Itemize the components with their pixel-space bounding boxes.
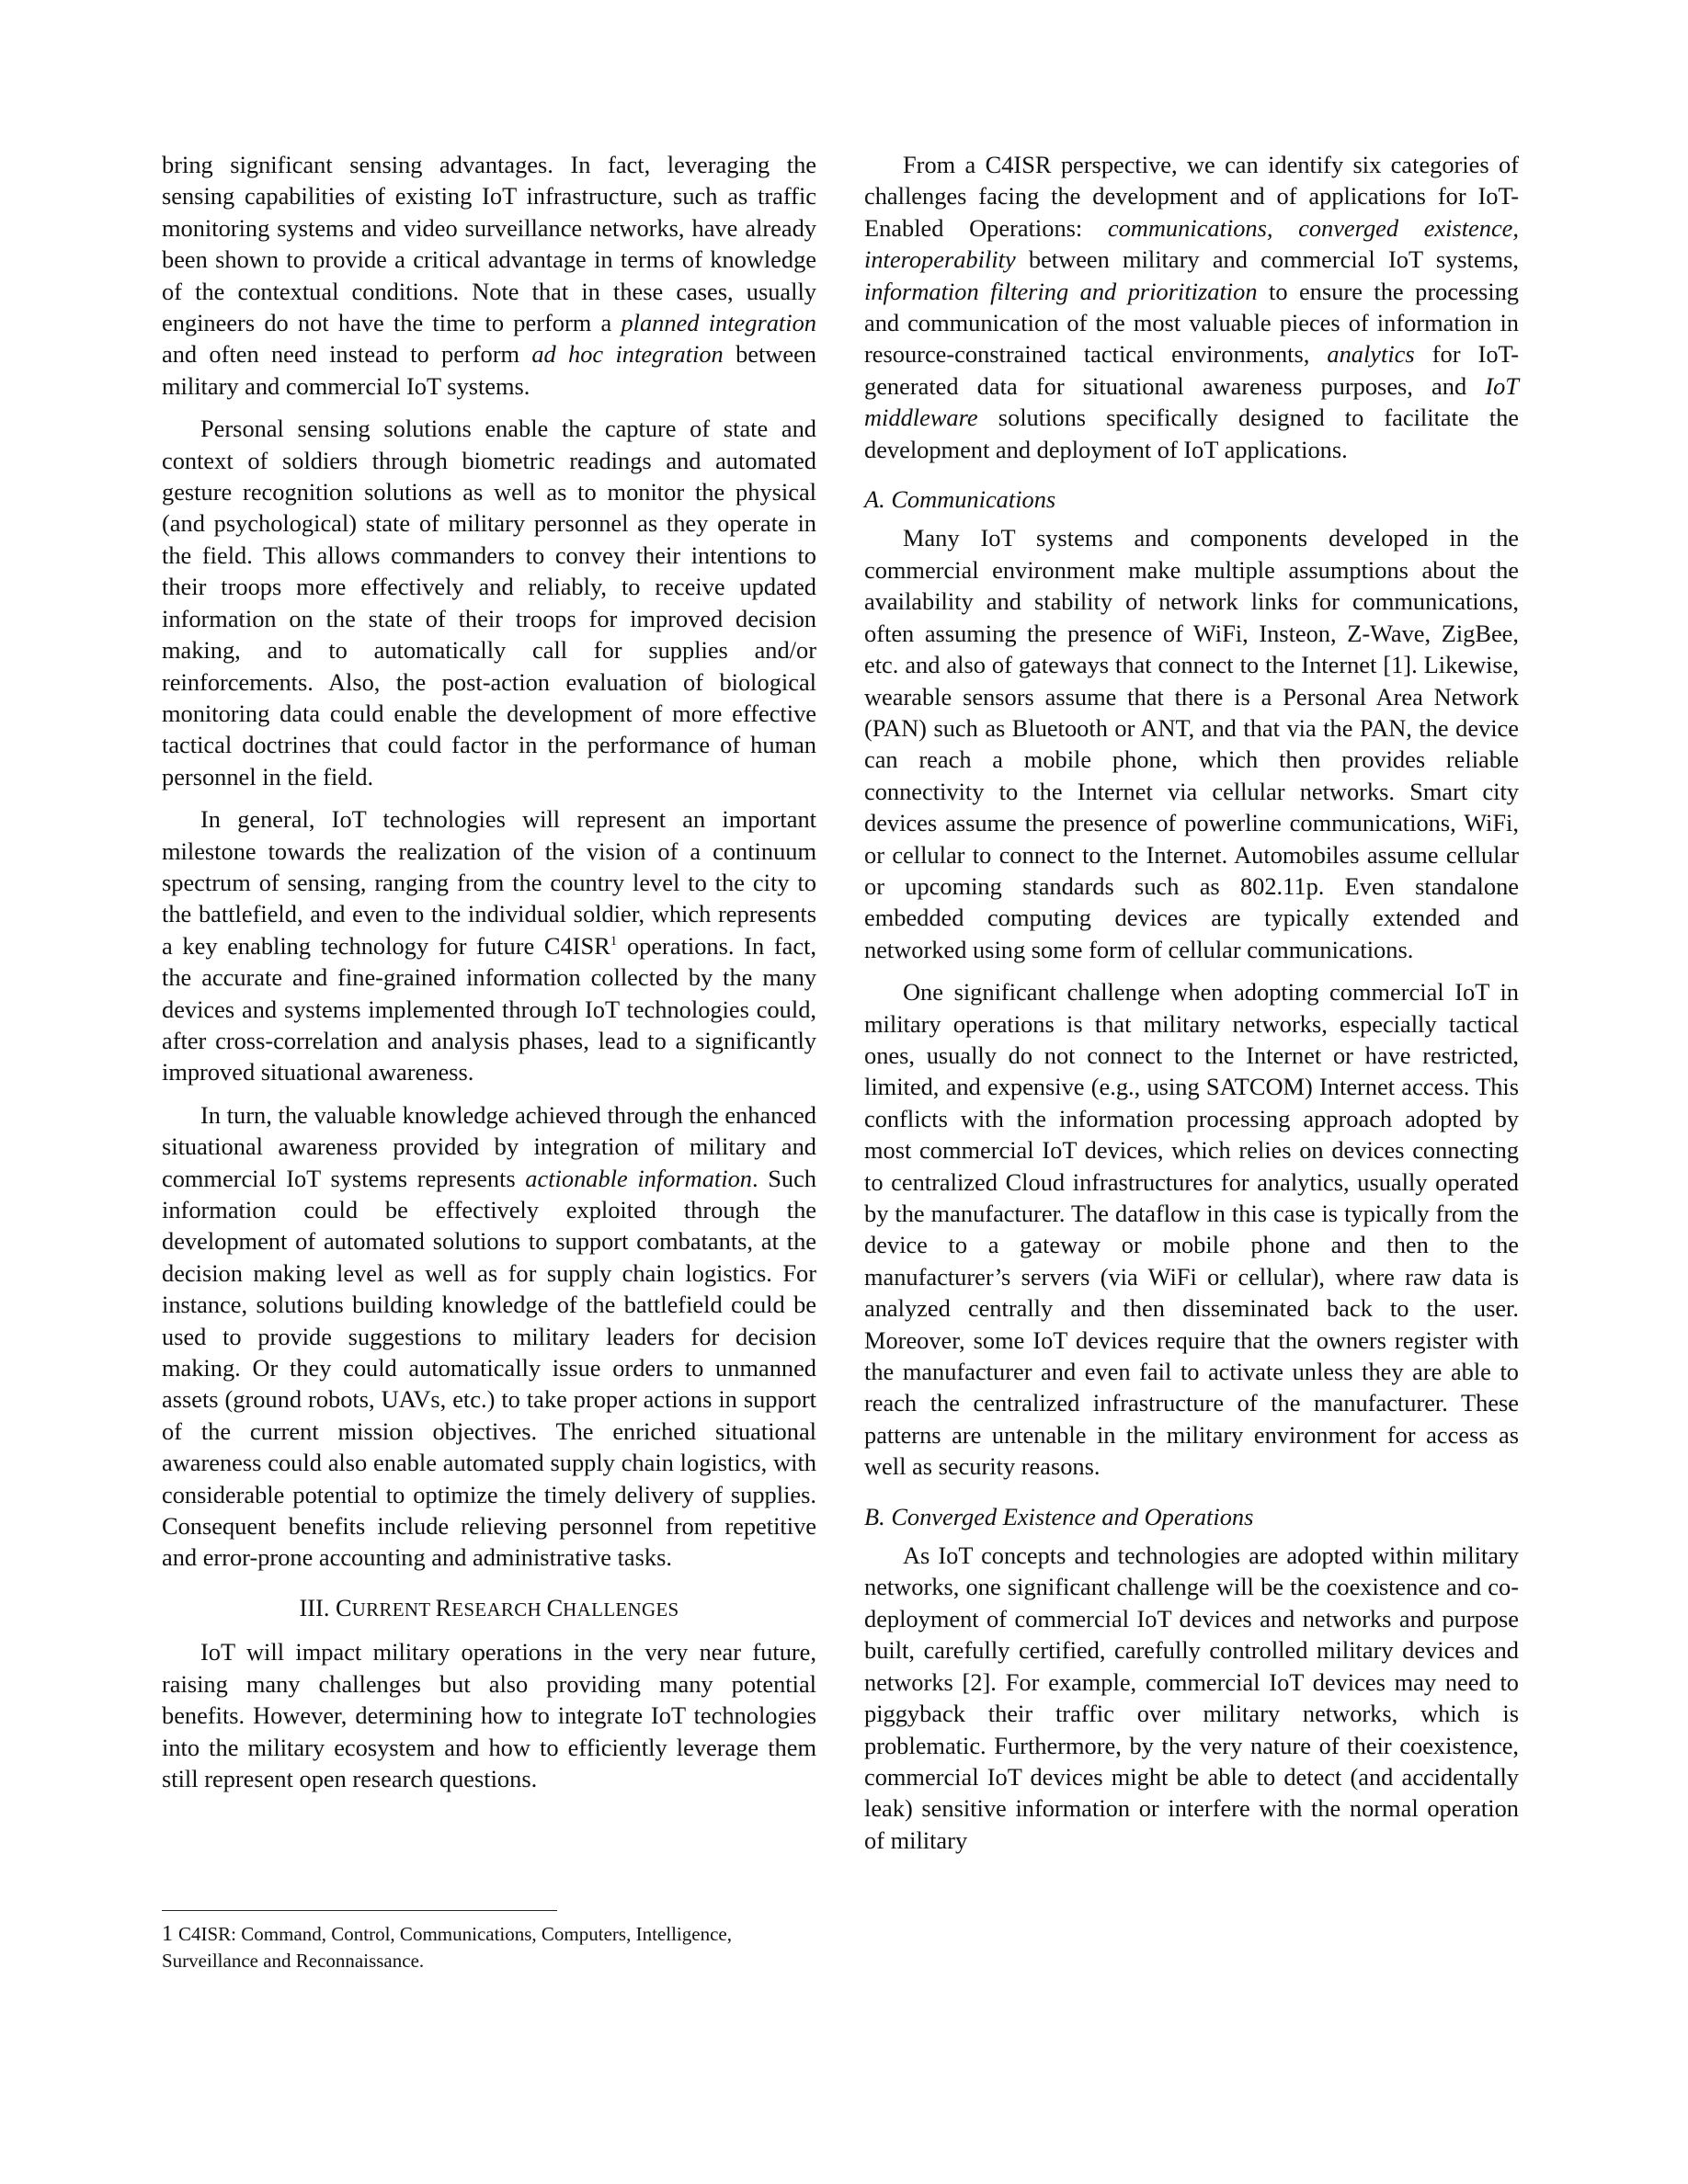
section-heading: [162, 1592, 816, 1625]
text-run: between military and commercial IoT systems.: [162, 340, 816, 400]
subsection-heading: B. Converged Existence and Operations: [864, 1502, 1254, 1530]
right-column: [864, 149, 1519, 1867]
paragraph: [162, 1099, 816, 1574]
paragraph: One significant challenge when adopting commercial IoT in military operations is that military networks, especially tactical ones, usually do not connect to the Internet or have restricted, limited, and expensive (e.g., using SATCOM) Internet access. This conflicts with the information processing approach adopted by most commercial IoT devices, which relies on devices connecting to centralized Cloud infrastructures for analytics, usually operated by the manufacturer. The dataflow in this case is typically from the device to a gateway or mobile phone and then to the manufacturer’s servers (via WiFi or cellular), where raw data is analyzed centrally and then disseminated back to the user. Moreover, some IoT devices require that the owners register with the manufacturer and even fail to activate unless they are able to reach the centralized infrastructure of the manufacturer. These patterns are untenable in the military environment for access as well as security reasons.: [864, 978, 1519, 1481]
heading-smallcaps: URRENT: [351, 1598, 436, 1621]
footnote: [162, 1921, 816, 1974]
heading-cap: C: [336, 1593, 352, 1621]
footnote-reference: 1: [610, 933, 618, 949]
italic-term: information filtering and prioritization: [864, 277, 1258, 305]
text-run: . Such information could be effectively exploited through the development of automated solutions to support combatants, at the decision making level as well as for supply chain logistics. For instance, solutions building knowledge of the battlefield could be used to provide suggestions to military leaders for decision making. Or they could automatically issue orders to unmanned assets (ground robots, UAVs, etc.) to take proper actions in support of the current mission objectives. The enriched situational awareness could also enable automated supply chain logistics, with considerable potential to optimize the timely delivery of supplies. Consequent benefits include relieving personnel from repetitive and error-prone accounting and administrative tasks.: [162, 1164, 816, 1572]
text-run: In general, IoT technologies will represent an important milestone towards the realization of the vision of a continuum spectrum of sensing, ranging from the country level to the city to the battlefield, and even to the individual soldier, which represents a key enabling technology for future C4ISR: [162, 805, 816, 960]
italic-term: ad hoc integration: [531, 340, 724, 369]
heading-smallcaps: ESEARCH: [451, 1598, 547, 1621]
heading-smallcaps: HALLENGES: [563, 1598, 679, 1621]
text-run: operations. In fact, the accurate and fine-grained information collected by the many devices and systems implemented through IoT technologies could, after cross-correlation and analysis phases, lead to a significantly improved situational awareness.: [162, 931, 816, 1086]
text-run: In turn, the valuable knowledge achieved through the enhanced situational awareness provided by integration of military and commercial IoT systems represents: [162, 1100, 816, 1192]
heading-cap: R: [435, 1593, 452, 1621]
section-numeral: III.: [299, 1593, 336, 1621]
footnote-text: C4ISR: Command, Control, Communications, Computers, Intelligence, Surveillance and Reconnaissance.: [162, 1923, 732, 1972]
heading-cap: C: [546, 1593, 564, 1621]
paragraph: Personal sensing solutions enable the capture of state and context of soldiers through biometric readings and automated gesture recognition solutions as well as to monitor the physical (and psychological) state of military personnel as they operate in the field. This allows commanders to convey their intentions to their troops more effectively and reliably, to receive updated information on the state of their troops for improved decision making, and to automatically call for supplies and/or reinforcements. Also, the post-action evaluation of biological monitoring data could enable the development of more effective tactical doctrines that could factor in the performance of human personnel in the field.: [162, 415, 816, 791]
left-column: [162, 149, 816, 1805]
paragraph: [162, 149, 816, 402]
text-run: solutions specifically designed to facilitate the development and deployment of IoT applications.: [864, 404, 1519, 463]
footnote-divider: [162, 1910, 557, 1911]
text-run: to ensure the processing and communication of the most valuable pieces of information in resource-constrained tactical environments,: [864, 277, 1519, 369]
subsection-heading: A. Communications: [864, 485, 1056, 514]
paragraph: As IoT concepts and technologies are adopted within military networks, one significant challenge will be the coexistence and co-deployment of commercial IoT devices and networks and purpose built, carefully certified, carefully controlled military devices and networks [2]. For example, commercial IoT devices may need to piggyback their traffic over military networks, which is problematic. Furthermore, by the very nature of their coexistence, commercial IoT devices might be able to detect (and accidentally leak) sensitive information or interfere with the normal operation of military: [864, 1541, 1519, 1854]
text-run: for IoT-generated data for situational awareness purposes, and: [864, 340, 1520, 400]
italic-term: planned integration: [621, 309, 816, 337]
italic-term: analytics: [1327, 340, 1415, 369]
paragraph: [162, 803, 816, 1088]
italic-term: actionable information: [525, 1164, 752, 1192]
text-run: From a C4ISR perspective, we can identify six categories of challenges facing the development and of applications for IoT-Enabled Operations:: [864, 151, 1519, 242]
italic-term: IoT middleware: [864, 371, 1519, 432]
text-run: between military and commercial IoT systems,: [1015, 245, 1519, 274]
footnote-mark: 1: [162, 1922, 173, 1946]
paragraph: Many IoT systems and components developed in the commercial environment make multiple assumptions about the availability and stability of network links for communications, often assuming the presence of WiFi, Insteon, Z-Wave, ZigBee, etc. and also of gateways that connect to the Internet [1]. Likewise, wearable sensors assume that there is a Personal Area Network (PAN) such as Bluetooth or ANT, and that via the PAN, the device can reach a mobile phone, which then provides reliable connectivity to the Internet via cellular networks. Smart city devices assume the presence of powerline communications, WiFi, or cellular to connect to the Internet. Automobiles assume cellular or upcoming standards such as 802.11p. Even standalone embedded computing devices are typically extended and networked using some form of cellular communications.: [864, 524, 1519, 963]
text-run: bring significant sensing advantages. In fact, leveraging the sensing capabilities of existing IoT infrastructure, such as traffic monitoring systems and video surveillance networks, have already been shown to provide a critical advantage in terms of knowledge of the contextual conditions. Note that in these cases, usually engineers do not have the time to perform a: [162, 151, 816, 337]
text-run: and often need instead to perform: [162, 340, 532, 369]
italic-term: communications, converged existence, interoperability: [864, 213, 1519, 274]
paragraph: [864, 149, 1519, 465]
paragraph: IoT will impact military operations in the very near future, raising many challenges but also providing many potential benefits. However, determining how to integrate IoT technologies into the military ecosystem and how to efficiently leverage them still represent open research questions.: [162, 1638, 816, 1792]
